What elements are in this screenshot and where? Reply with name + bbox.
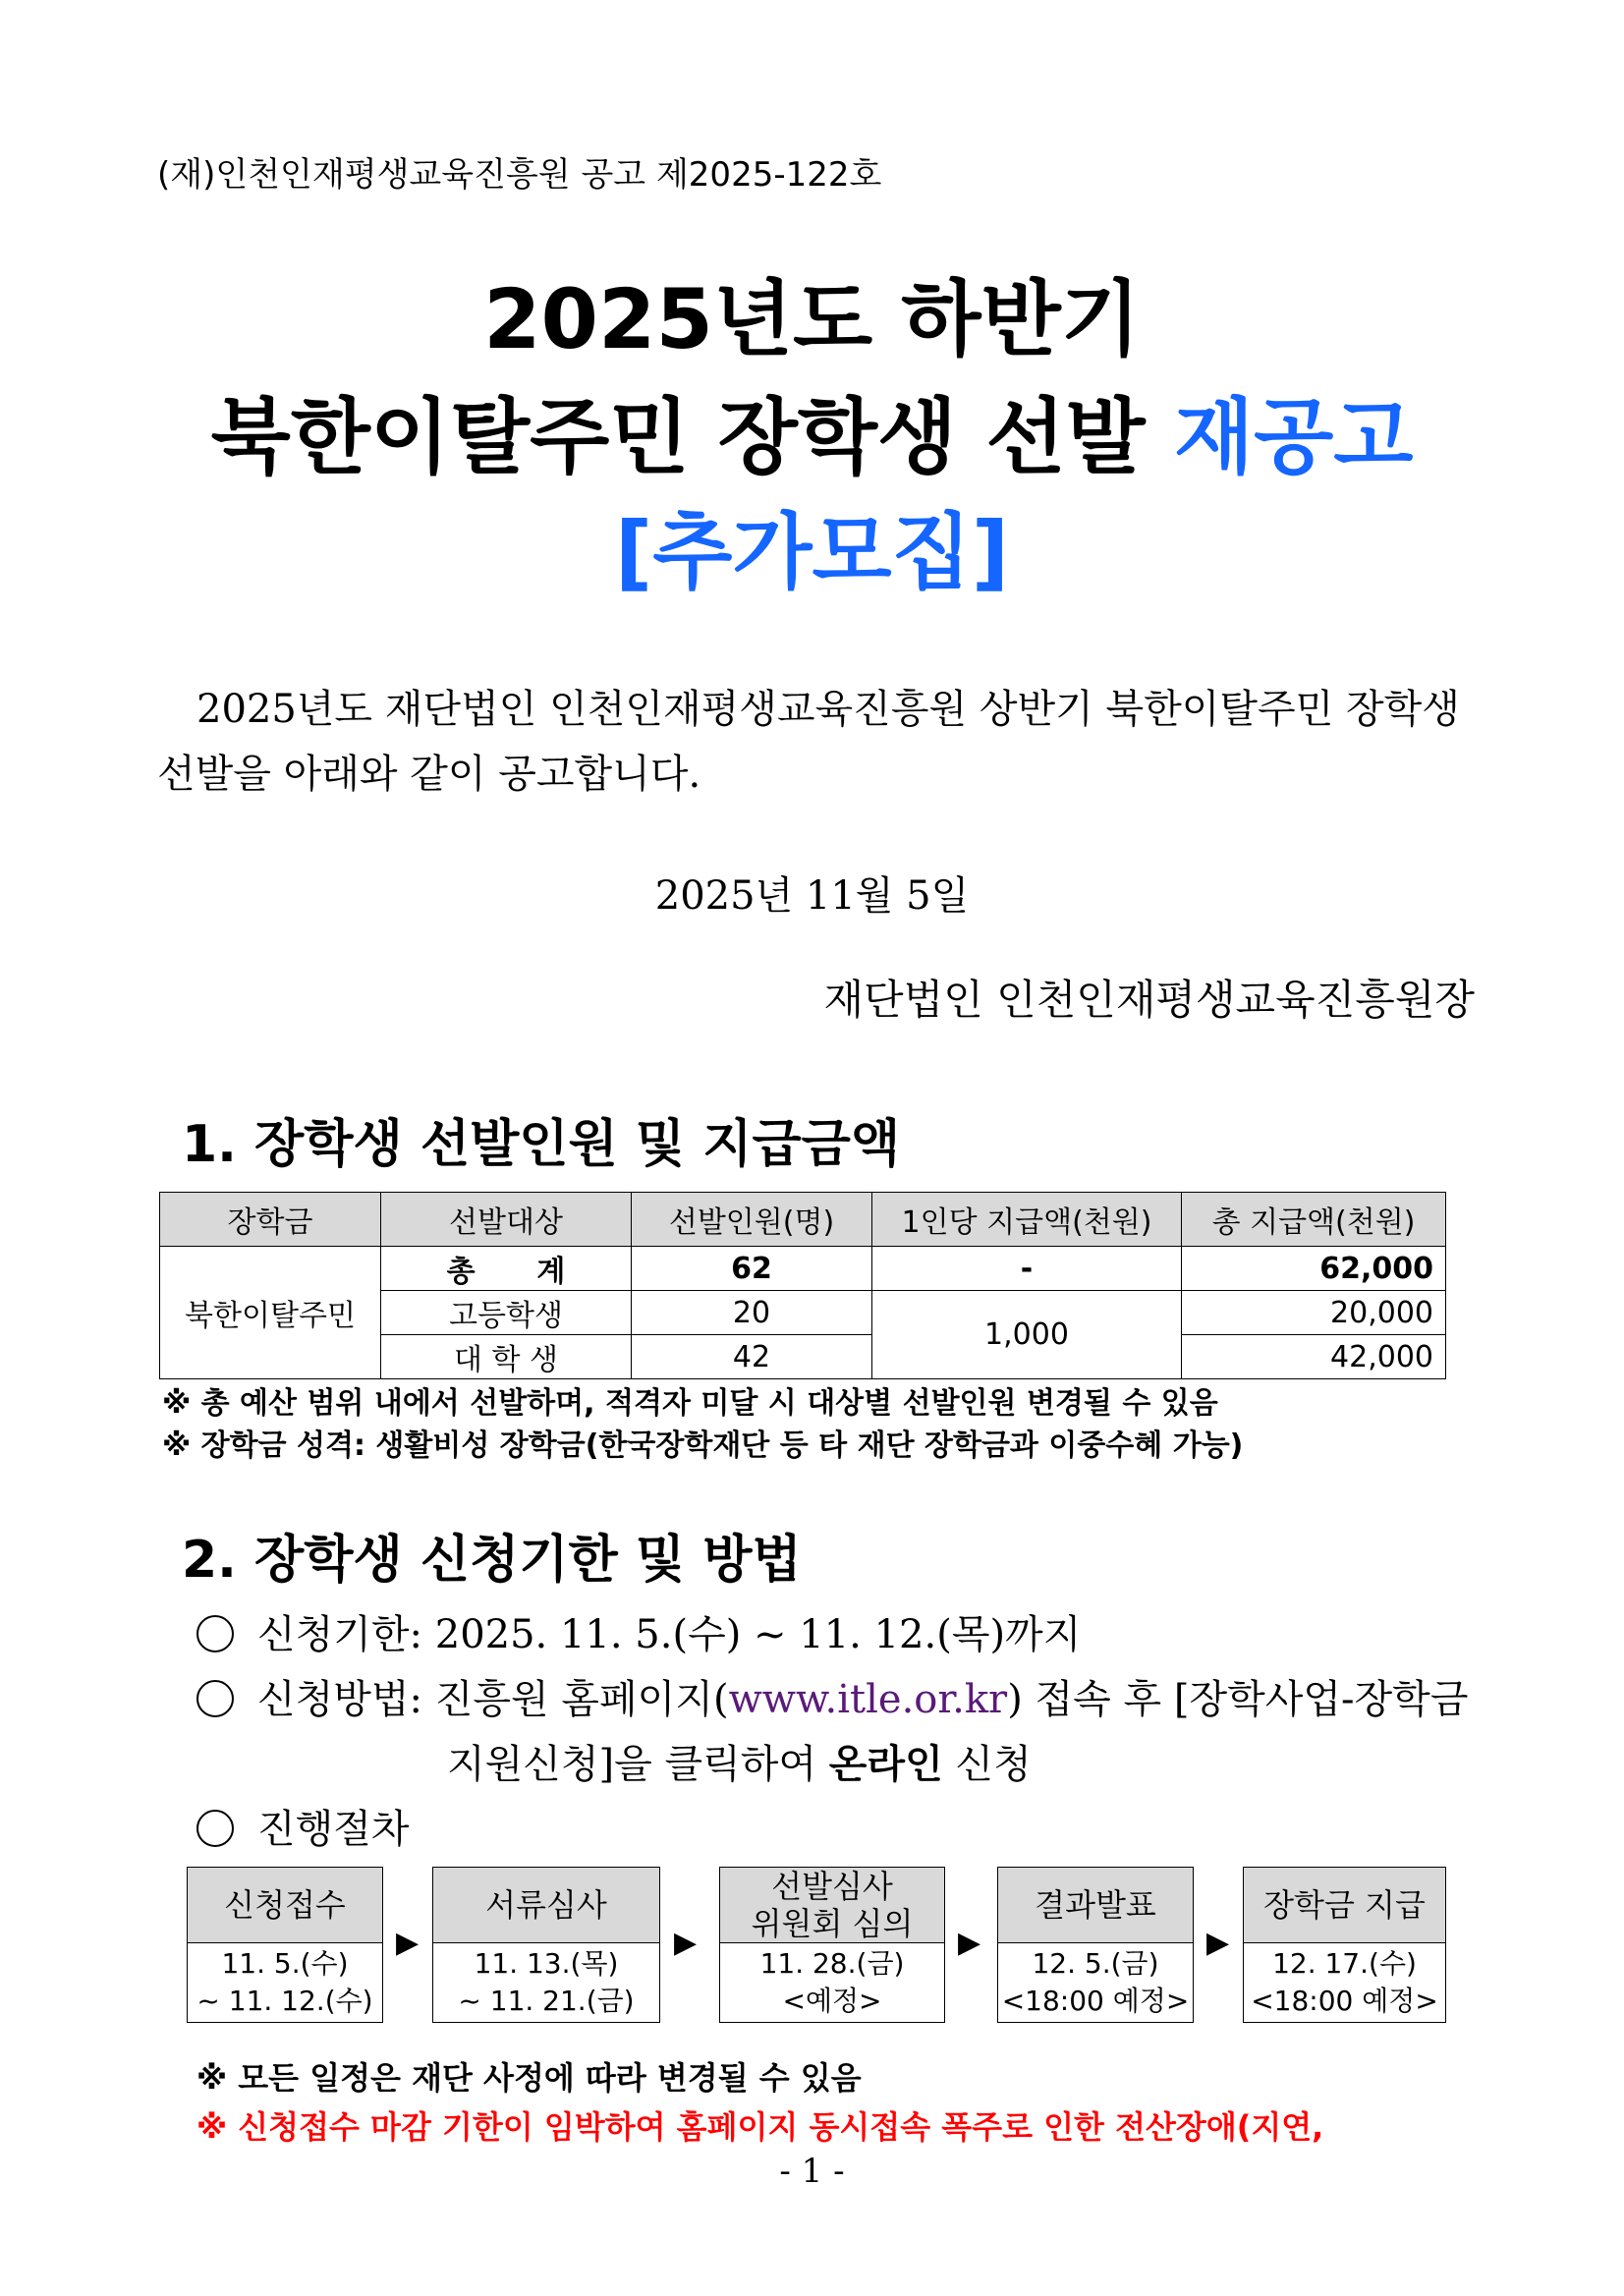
header-total: 총 지급액(천원) xyxy=(1182,1193,1446,1247)
header-target: 선발대상 xyxy=(381,1193,632,1247)
step-title: 결과발표 xyxy=(998,1868,1193,1943)
method-line-2 xyxy=(447,1733,1032,1789)
category-cell: 북한이탈주민 xyxy=(160,1247,381,1379)
step-box-4 xyxy=(997,1867,1194,2023)
step-title xyxy=(720,1868,944,1943)
page-number: - 1 - xyxy=(779,2152,845,2191)
step-note: <예정> xyxy=(782,1985,882,2017)
step-date: 11. 5.(수) xyxy=(221,1947,349,1980)
header-count: 선발인원(명) xyxy=(632,1193,872,1247)
target-cell: 총 계 xyxy=(381,1247,632,1291)
method-item xyxy=(196,1668,1468,1724)
intro-line-2: 선발을 아래와 같이 공고합니다. xyxy=(157,752,701,797)
allocation-table xyxy=(159,1192,1446,1379)
online-label: 온라인 xyxy=(828,1742,943,1787)
step-title-line1: 선발심사 xyxy=(771,1868,893,1905)
intro-line-1: 2025년도 재단법인 인천인재평생교육진흥원 상반기 북한이탈주민 장학생 xyxy=(196,687,1460,732)
total-cell: 62,000 xyxy=(1182,1247,1446,1291)
table-row xyxy=(160,1247,1446,1291)
arrow-right-icon: ▶ xyxy=(674,1926,698,1960)
procedure-item xyxy=(196,1798,410,1854)
target-cell: 고등학생 xyxy=(381,1291,632,1335)
method-line2-pre: 지원신청]을 클릭하여 xyxy=(447,1742,829,1787)
header-scholarship: 장학금 xyxy=(160,1193,381,1247)
target-cell: 대 학 생 xyxy=(381,1335,632,1379)
procedure-label: 진행절차 xyxy=(257,1807,410,1852)
warning-note: ※ 신청접수 마감 기한이 임박하여 홈페이지 동시접속 폭주로 인한 전산장애(지연, xyxy=(196,2108,1324,2146)
method-line2-post: 신청 xyxy=(942,1742,1032,1787)
title-line-2 xyxy=(0,371,1624,490)
step-title: 신청접수 xyxy=(188,1868,382,1943)
title-line-1: 2025년도 하반기 xyxy=(483,271,1141,367)
schedule-note: ※ 모든 일정은 재단 사정에 따라 변경될 수 있음 xyxy=(196,2059,862,2097)
deadline-item xyxy=(196,1603,1081,1659)
title-accent: 재공고 xyxy=(1173,389,1414,485)
count-cell: 20 xyxy=(632,1291,872,1335)
step-date: 11. 13.(목) xyxy=(474,1947,619,1980)
step-date: 12. 17.(수) xyxy=(1272,1947,1417,1980)
step-date-end: ~ 11. 21.(금) xyxy=(458,1985,635,2017)
budget-note: ※ 총 예산 범위 내에서 선발하며, 적격자 미달 시 대상별 선발인원 변경될 수 있음 xyxy=(162,1386,1218,1421)
step-box-2 xyxy=(432,1867,660,2023)
step-title: 장학금 지급 xyxy=(1244,1868,1445,1943)
step-title-line2: 위원회 심의 xyxy=(751,1905,914,1942)
circle-bullet-icon xyxy=(196,1810,234,1847)
title-line-3: [추가모집] xyxy=(614,504,1010,600)
step-note: <18:00 예정> xyxy=(1001,1985,1190,2017)
section-1-heading: 1. 장학생 선발인원 및 지급금액 xyxy=(182,1115,901,1174)
nature-note: ※ 장학금 성격: 생활비성 장학금(한국장학재단 등 타 재단 장학금과 이중수혜 가능) xyxy=(162,1428,1244,1463)
step-date: 11. 28.(금) xyxy=(759,1947,905,1980)
arrow-right-icon: ▶ xyxy=(958,1926,981,1960)
step-box-3 xyxy=(719,1867,945,2023)
method-suffix: ) 접속 후 [장학사업-장학금 xyxy=(1007,1677,1469,1722)
arrow-right-icon: ▶ xyxy=(1206,1926,1230,1960)
deadline-text: 신청기한: 2025. 11. 5.(수) ~ 11. 12.(목)까지 xyxy=(257,1612,1082,1657)
header-per-person: 1인당 지급액(천원) xyxy=(872,1193,1182,1247)
notice-number: (재)인천인재평생교육진흥원 공고 제2025-122호 xyxy=(157,155,882,195)
step-date: 12. 5.(금) xyxy=(1032,1947,1159,1980)
count-cell: 42 xyxy=(632,1335,872,1379)
step-title: 서류심사 xyxy=(433,1868,659,1943)
total-cell: 42,000 xyxy=(1182,1335,1446,1379)
circle-bullet-icon xyxy=(196,1680,234,1717)
method-prefix: 신청방법: 진흥원 홈페이지( xyxy=(257,1677,729,1722)
per-person-cell: - xyxy=(872,1247,1182,1291)
circle-bullet-icon xyxy=(196,1615,234,1652)
homepage-link[interactable]: www.itle.or.kr xyxy=(728,1677,1008,1722)
step-date-end: ~ 11. 12.(수) xyxy=(196,1985,373,2017)
signer: 재단법인 인천인재평생교육진흥원장 xyxy=(823,976,1475,1024)
step-box-5 xyxy=(1243,1867,1446,2023)
per-person-cell: 1,000 xyxy=(872,1291,1182,1379)
count-cell: 62 xyxy=(632,1247,872,1291)
table-header-row xyxy=(160,1193,1446,1247)
notice-date: 2025년 11월 5일 xyxy=(654,873,970,919)
section-2-heading: 2. 장학생 신청기한 및 방법 xyxy=(182,1531,802,1590)
total-cell: 20,000 xyxy=(1182,1291,1446,1335)
step-note: <18:00 예정> xyxy=(1251,1985,1438,2017)
arrow-right-icon: ▶ xyxy=(396,1926,420,1960)
title-main: 북한이탈주민 장학생 선발 xyxy=(210,389,1174,485)
step-box-1 xyxy=(187,1867,383,2023)
